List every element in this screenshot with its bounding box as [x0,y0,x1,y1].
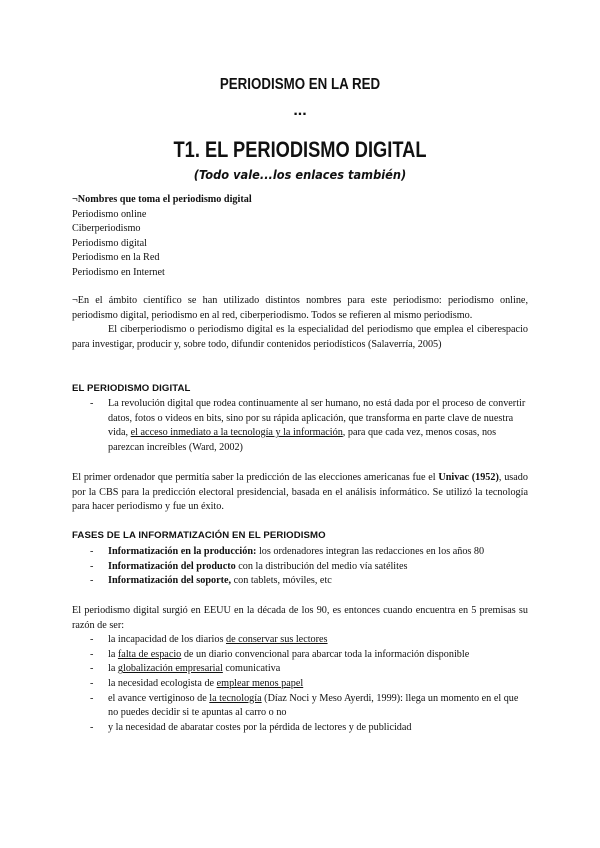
list-item: - la necesidad ecologista de emplear menos papel [90,677,304,689]
list-item: - Informatización del producto con la distribución del medio vía satélites [90,560,408,572]
list-item: - y la necesidad de abaratar costes por la pérdida de lectores y de publicidad [90,721,412,733]
section1-list [72,397,528,455]
title-separator-dots: ... [293,102,307,119]
paragraph-names-science: ¬En el ámbito científico se han utilizado distintos nombres para este periodismo: periodismo online, periodismo digital, periodismo en al red, ciberperiodismo. Todos se refieren al mismo periodismo. [72,295,528,321]
list-item: - La revolución digital que rodea continuamente al ser humano, no está dada por el proceso de convertir datos, fotos o videos en bits, sino por su rápida aplicación, que transforma en parte clave de nuestra vida, el acceso inmediato a la tecnología y la información, para que cada vez, menos cosas, nos parezcan increíbles (Ward, 2002) [90,398,526,453]
underlined-phrase: el acceso inmediato a la tecnología y la información [130,427,343,439]
univac-bold: Univac (1952) [438,472,499,483]
list-item: - la falta de espacio de un diario convencional para abarcar toda la información disponible [90,648,470,660]
name-item: Periodismo en la Red [72,252,160,264]
dash-bullet: - [90,398,94,409]
premises-intro: El periodismo digital surgió en EEUU en la década de los 90, es entonces cuando encuentra en 5 premisas su razón de ser: [72,605,528,631]
course-title: PERIODISMO EN LA RED [219,76,381,93]
names-heading: ¬Nombres que toma el periodismo digital [72,194,252,205]
intro-paragraphs [72,294,528,352]
list-item: - Informatización en la producción: los ordenadores integran las redacciones en los años 80 [90,546,485,557]
list-item: - la globalización empresarial comunicativa [90,663,281,675]
name-item: Periodismo online [72,208,147,220]
unit-title: T1. EL PERIODISMO DIGITAL [173,137,427,162]
list-item: - el avance vertiginoso de la tecnología (Díaz Noci y Meso Ayerdi, 1999): llega un momento en el que no puedes decidir si te apuntas al carro o no [90,692,519,719]
univac-paragraph: El primer ordenador que permitía saber la predicción de las elecciones americanas fue el Univac (1952), usado por la CBS para la predicción electoral presidencial, basada en el análisis informático. Se utilizó la tecnología para hacer periodismo y fue un éxito. [72,472,528,513]
name-item: Periodismo digital [72,237,147,249]
phases-list [72,545,528,589]
names-block [72,193,528,281]
name-item: Periodismo en Internet [72,266,165,278]
list-item: - la incapacidad de los diarios de conservar sus lectores [90,634,328,646]
section-heading-periodismo-digital: EL PERIODISMO DIGITAL [72,383,191,394]
section-heading-fases: FASES DE LA INFORMATIZACIÓN EN EL PERIODISMO [72,530,326,541]
premises-block [72,604,528,735]
name-item: Ciberperiodismo [72,223,141,235]
list-item: - Informatización del soporte, con tablets, móviles, etc [90,575,332,587]
unit-subtitle: (Todo vale...los enlaces también) [193,168,407,182]
paragraph-definition: El ciberperiodismo o periodismo digital es la especialidad del periodismo que emplea el ciberespacio para investigar, producir y, sobre todo, difundir contenidos periodísticos (Salaverría, 2005) [72,324,528,350]
